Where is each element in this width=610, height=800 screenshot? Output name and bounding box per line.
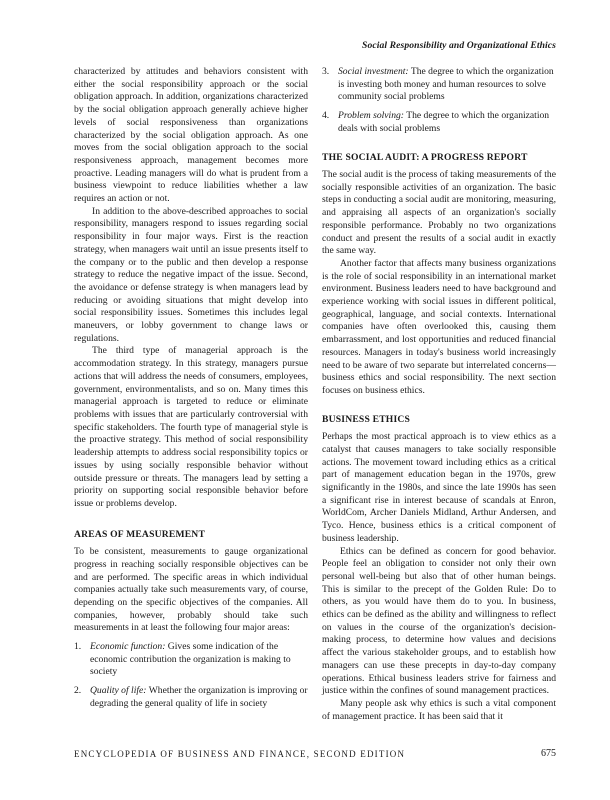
- list-text: The degree to which the organization deals with social problems: [338, 110, 550, 134]
- left-paragraph-3: The third type of managerial approach is the accommodation strategy. In this strategy, managers pursue actions that will address the needs of consumers, employees, government, environmentalists, and so on. Many times this managerial approach is targeted to reduce or eliminate problems with issues that are particularly controversial with specific stakeholders. The fourth type of managerial style is the proactive strategy. This method of social responsibility leadership attempts to address social responsibility topics or issues by using socially responsible behavior without outside pressure or threats. The managers lead by setting a priority on supporting social responsible behavior before issue or problems develop.: [74, 345, 308, 509]
- list-text: Whether the organization is improving or degrading the general quality of life in society: [90, 685, 308, 709]
- measurement-list-left: [74, 641, 308, 711]
- list-number: 1.: [74, 641, 82, 653]
- list-term: Social investment:: [338, 66, 409, 77]
- left-paragraph-2: In addition to the above-described approaches to social responsibility, managers respond to issues regarding social responsibility in four major ways. First is the reaction strategy, when managers wait until an issue presents itself to the company or to the public and then develop a response strategy to reduce the negative impact of the issue. Second, the avoidance or defense strategy is when managers lead by reducing or avoiding situations that might develop into social responsibility issues. Sometimes this includes legal maneuvers, or lobby government to change laws or regulations.: [74, 205, 308, 344]
- heading-areas-of-measurement: AREAS OF MEASUREMENT: [74, 528, 206, 540]
- list-text: The degree to which the organization is investing both money and human resources to solve community social problems: [338, 66, 554, 103]
- heading-social-audit: THE SOCIAL AUDIT: A PROGRESS REPORT: [322, 151, 528, 163]
- list-item: [322, 66, 556, 104]
- left-paragraph-4: To be consistent, measurements to gauge organizational progress in reaching socially responsible objectives can be and are performed. The specific areas in which individual companies actually take such measurements vary, of course, depending on the specific objectives of the companies. All companies, however, probably should take such measurements in at least the following four major areas:: [74, 546, 308, 634]
- list-text: Gives some indication of the economic contribution the organization is making to society: [90, 641, 291, 678]
- right-paragraph-1: The social audit is the process of taking measurements of the socially responsible activities of an organization. The basic steps in conducting a social audit are monitoring, measuring, and appraising all aspects of an organization's socially responsible performance. Probably no two organizations conduct and present the results of a social audit in exactly the same way.: [322, 169, 556, 257]
- left-paragraph-1: characterized by attitudes and behaviors consistent with either the social responsibility approach or the social obligation approach. In addition, organizations characterized by the social obligation approach generally achieve higher levels of social responsiveness than organizations characterized by the social obligation approach. As one moves from the social obligation approach to the social responsiveness approach, management becomes more proactive. Leading managers will do what is prudent from a business viewpoint to reduce liabilities whether a law requires an action or not.: [74, 66, 308, 205]
- page-footer: [74, 749, 556, 759]
- list-number: 2.: [74, 685, 82, 697]
- list-item: [74, 641, 308, 679]
- right-paragraph-3: Perhaps the most practical approach is to view ethics as a catalyst that causes managers to take socially responsible actions. The movement toward including ethics as a critical part of management education began in the 1970s, grew significantly in the 1980s, and since the late 1990s has seen a significant rise in interest because of scandals at Enron, WorldCom, Archer Daniels Midland, Arthur Andersen, and Tyco. Hence, business ethics is a critical component of business leadership.: [322, 431, 556, 544]
- right-paragraph-5: Many people ask why ethics is such a vital component of management practice. It has been said that it: [322, 697, 556, 722]
- page-number: 675: [541, 748, 556, 759]
- left-column: [74, 66, 308, 717]
- list-term: Economic function:: [90, 641, 166, 653]
- right-column: [322, 66, 556, 723]
- measurement-list-right: [322, 66, 556, 136]
- list-item: [74, 685, 308, 710]
- right-paragraph-4: Ethics can be defined as concern for good behavior. People feel an obligation to consider not only their own personal well-being but also that of other human beings. This is similar to the precept of the Golden Rule: Do to others, as you would have them do to you. In business, ethics can be defined as the ability and willingness to reflect on values in the course of the organization's decision-making process, to determine how values and decisions affect the various stakeholder groups, and to establish how managers can use these precepts in day-to-day company operations. Ethical business leaders strive for fairness and justice within the confines of sound management practices.: [322, 545, 556, 697]
- list-number: 3.: [322, 66, 330, 77]
- list-item: [322, 110, 556, 135]
- list-term: Problem solving:: [338, 110, 404, 122]
- right-paragraph-2: Another factor that affects many business organizations is the role of social responsibility in an international market environment. Business leaders need to have background and experience working with social issues in different political, geographical, language, and social contexts. International companies have often overlooked this, causing them embarrassment, and lost opportunities and reduced financial resources. Managers in today's business world increasingly need to be aware of two separate but interrelated concerns—business ethics and social responsibility. The next section focuses on business ethics.: [322, 257, 556, 396]
- heading-business-ethics: BUSINESS ETHICS: [322, 413, 411, 425]
- footer-title: ENCYCLOPEDIA OF BUSINESS AND FINANCE, SECOND EDITION: [74, 749, 406, 759]
- list-term: Quality of life:: [90, 685, 147, 697]
- list-number: 4.: [322, 110, 330, 122]
- running-head: Social Responsibility and Organizational Ethics: [362, 40, 556, 51]
